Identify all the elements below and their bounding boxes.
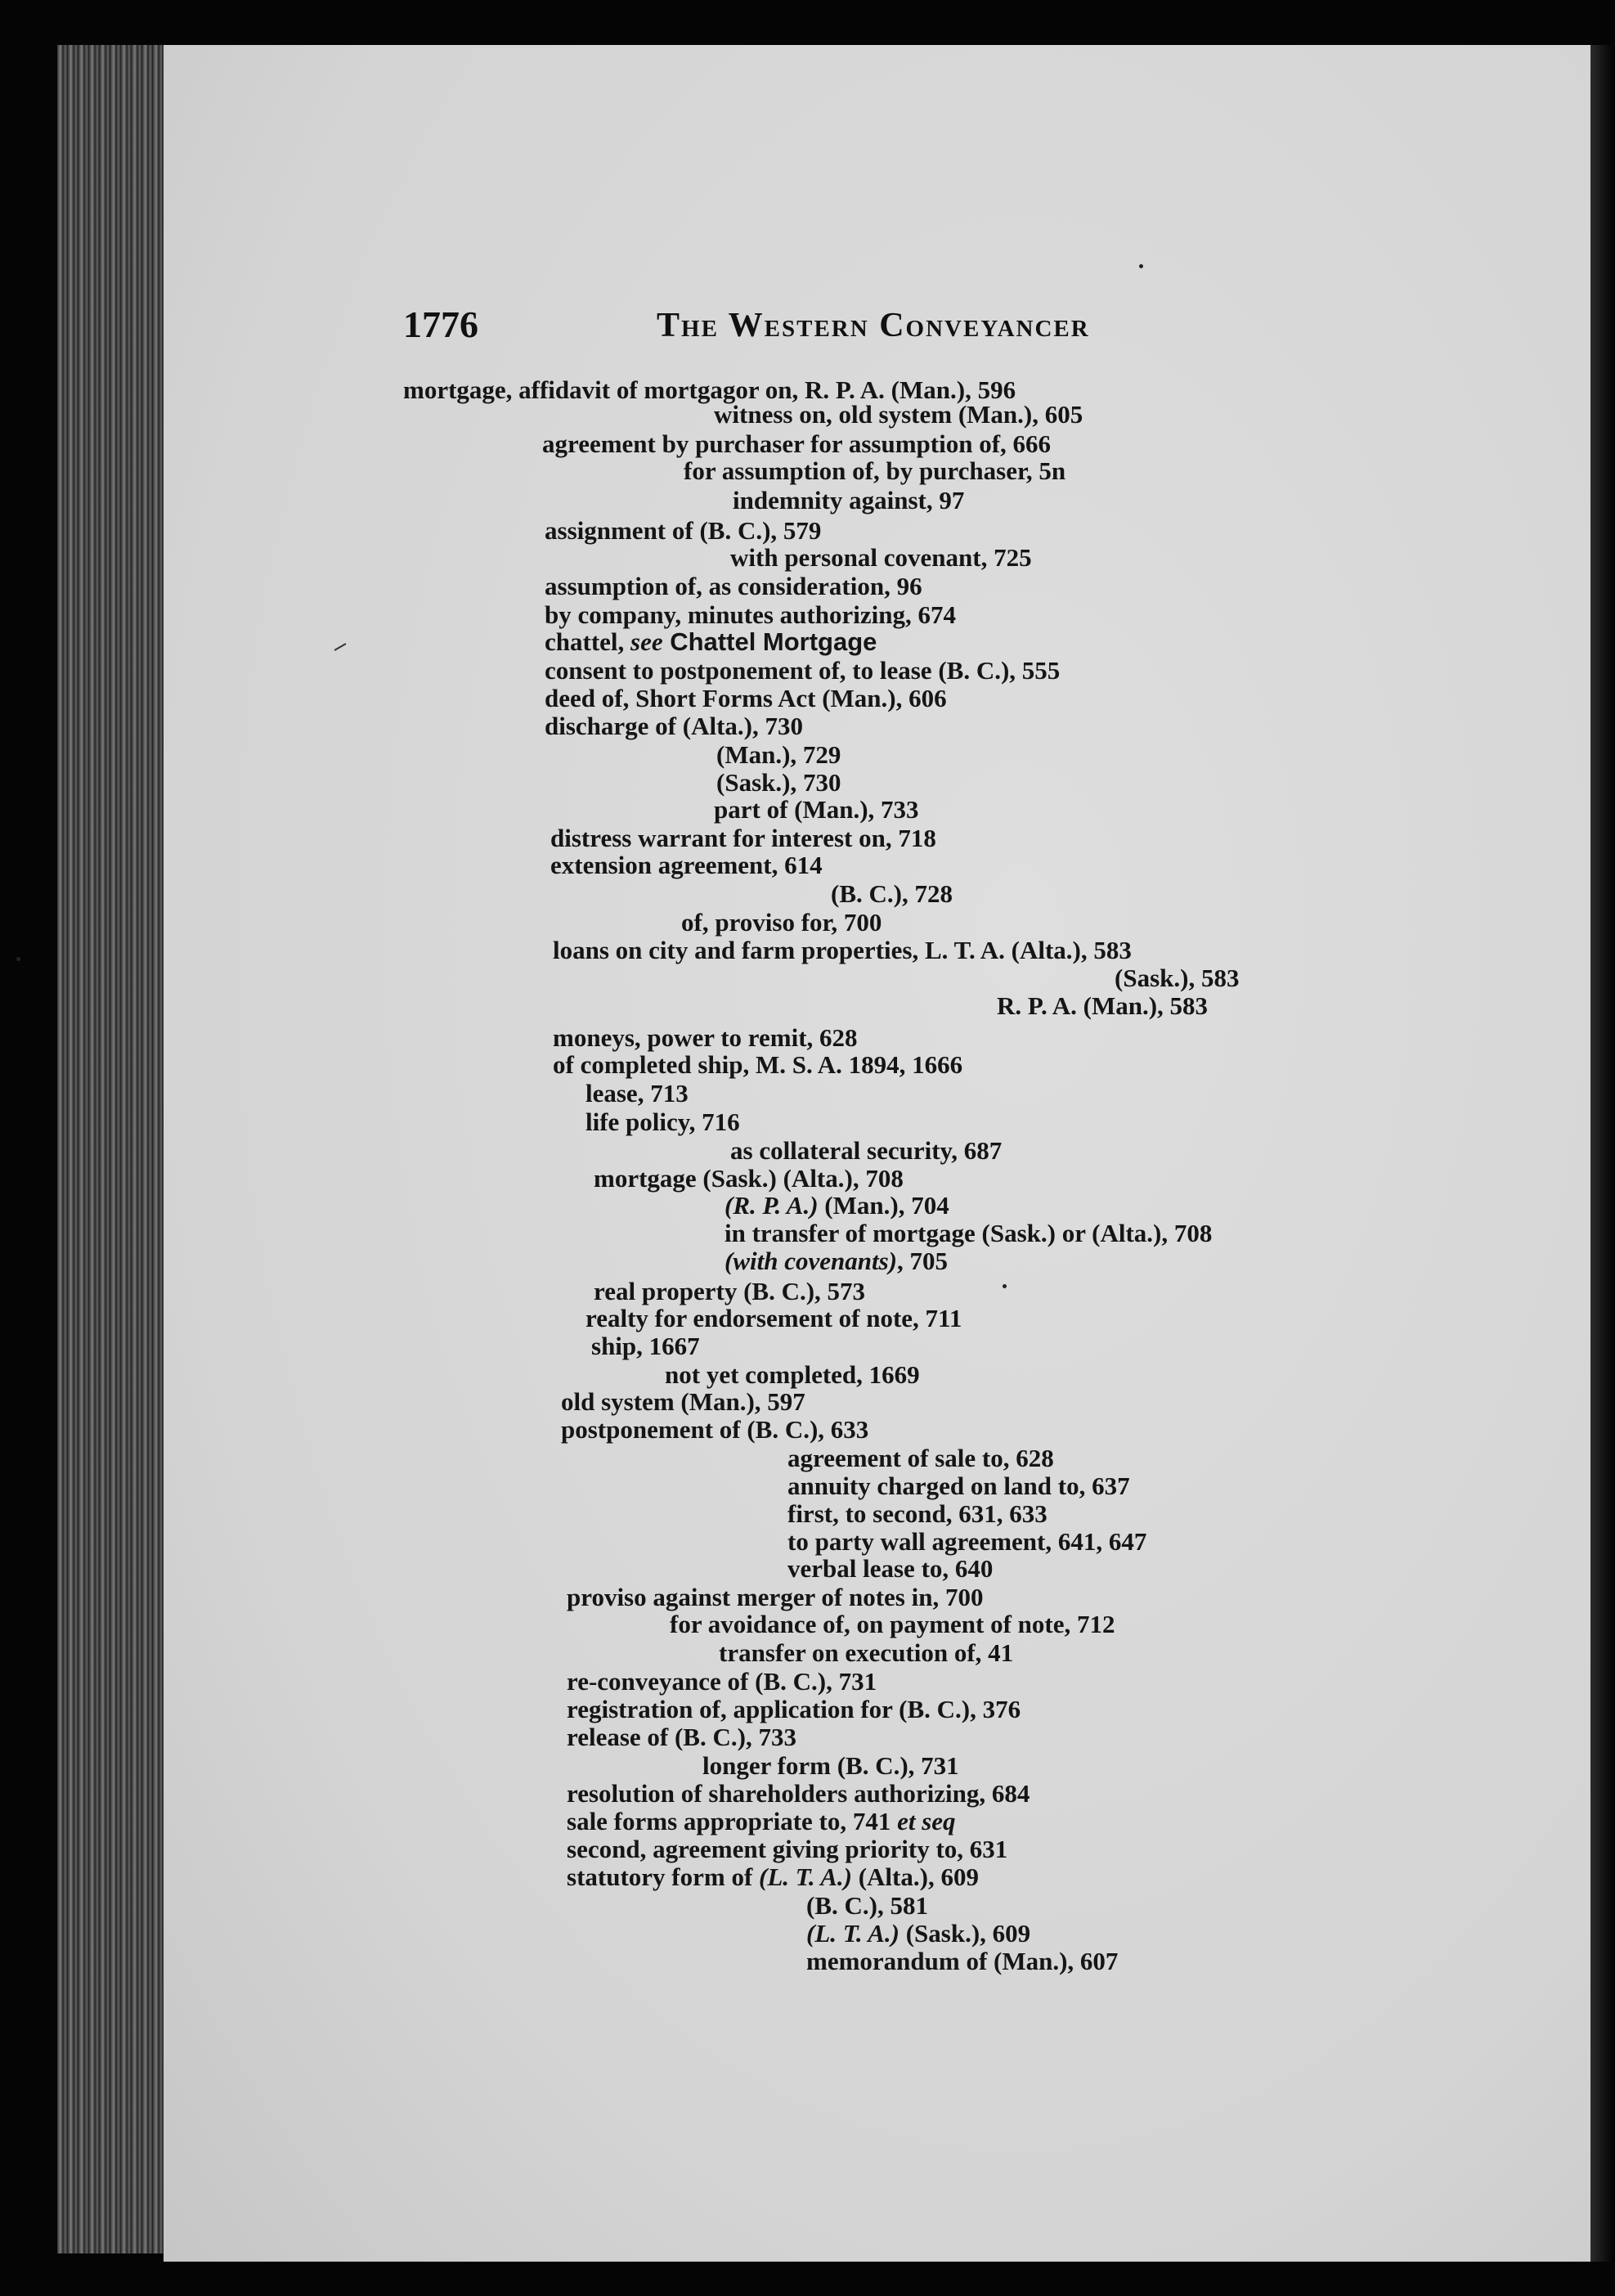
index-entry: moneys, power to remit, 628 <box>553 1023 858 1052</box>
index-entry: (with covenants), 705 <box>725 1247 948 1275</box>
index-entry: indemnity against, 97 <box>733 486 965 514</box>
index-entry: deed of, Short Forms Act (Man.), 606 <box>545 684 947 712</box>
index-entry: agreement of sale to, 628 <box>787 1444 1054 1472</box>
index-entry: extension agreement, 614 <box>550 851 823 879</box>
index-entry: consent to postponement of, to lease (B. C.), 555 <box>545 656 1061 685</box>
index-entry: annuity charged on land to, 637 <box>787 1472 1130 1500</box>
index-entry: agreement by purchaser for assumption of, 666 <box>542 429 1052 458</box>
index-entry: by company, minutes authorizing, 674 <box>545 600 956 629</box>
index-entry: postponement of (B. C.), 633 <box>561 1415 869 1444</box>
page-number: 1776 <box>403 303 478 345</box>
index-entry: lease, 713 <box>585 1079 689 1108</box>
index-entry: to party wall agreement, 641, 647 <box>787 1527 1147 1556</box>
index-entry: memorandum of (Man.), 607 <box>806 1947 1119 1975</box>
index-entry: realty for endorsement of note, 711 <box>585 1304 962 1332</box>
index-entry: registration of, application for (B. C.), 376 <box>567 1695 1021 1723</box>
index-entry: (L. T. A.) (Sask.), 609 <box>806 1919 1031 1948</box>
index-entry: assumption of, as consideration, 96 <box>545 572 922 600</box>
index-entry: (B. C.), 581 <box>806 1891 928 1920</box>
scan-speck <box>1139 264 1143 268</box>
index-entry: resolution of shareholders authorizing, 684 <box>567 1779 1030 1808</box>
index-entry: R. P. A. (Man.), 583 <box>997 991 1209 1020</box>
index-entry: longer form (B. C.), 731 <box>702 1751 959 1780</box>
index-entry: old system (Man.), 597 <box>561 1387 805 1416</box>
index-entry: distress warrant for interest on, 718 <box>550 824 936 852</box>
index-entry: (Sask.), 730 <box>716 768 841 797</box>
scan-speck <box>16 957 20 961</box>
index-entry: discharge of (Alta.), 730 <box>545 712 803 740</box>
index-entry: witness on, old system (Man.), 605 <box>714 400 1083 429</box>
index-entry: not yet completed, 1669 <box>665 1360 920 1389</box>
index-entry: in transfer of mortgage (Sask.) or (Alta.), 708 <box>725 1219 1213 1247</box>
index-entry: real property (B. C.), 573 <box>594 1277 866 1305</box>
index-entry: transfer on execution of, 41 <box>719 1638 1014 1667</box>
index-entry: ship, 1667 <box>591 1332 700 1360</box>
index-entry: sale forms appropriate to, 741 et seq <box>567 1807 956 1835</box>
index-entry-cross-reference: chattel, see Chattel Mortgage <box>545 627 877 656</box>
index-entry: second, agreement giving priority to, 631 <box>567 1835 1008 1863</box>
index-entry: (Man.), 729 <box>716 740 841 769</box>
index-entry: assignment of (B. C.), 579 <box>545 516 822 545</box>
index-entry: proviso against merger of notes in, 700 <box>567 1583 984 1611</box>
index-entry: first, to second, 631, 633 <box>787 1499 1048 1528</box>
index-entry: (B. C.), 728 <box>831 879 953 908</box>
index-entry: of completed ship, M. S. A. 1894, 1666 <box>553 1050 963 1079</box>
index-entry: (R. P. A.) (Man.), 704 <box>725 1191 949 1220</box>
index-entry: life policy, 716 <box>585 1108 740 1136</box>
index-entry: as collateral security, 687 <box>730 1136 1003 1165</box>
index-entry: mortgage, affidavit of mortgagor on, R. P. A. (Man.), 596 <box>403 375 1016 404</box>
index-entry: for assumption of, by purchaser, 5n <box>684 456 1066 485</box>
index-entry: of, proviso for, 700 <box>681 908 882 937</box>
index-entry: for avoidance of, on payment of note, 712 <box>670 1610 1115 1638</box>
index-entry: loans on city and farm properties, L. T. A. (Alta.), 583 <box>553 936 1132 964</box>
index-entry: release of (B. C.), 733 <box>567 1723 796 1751</box>
index-entry: with personal covenant, 725 <box>730 543 1032 572</box>
index-entry: statutory form of (L. T. A.) (Alta.), 609 <box>567 1862 979 1891</box>
running-title: The Western Conveyancer <box>657 307 1090 344</box>
scan-speck <box>1003 1284 1007 1288</box>
index-entry: mortgage (Sask.) (Alta.), 708 <box>594 1164 904 1193</box>
index-entry: part of (Man.), 733 <box>714 795 919 824</box>
index-entry: verbal lease to, 640 <box>787 1554 994 1583</box>
index-entry: (Sask.), 583 <box>1115 964 1240 992</box>
index-entry: re-conveyance of (B. C.), 731 <box>567 1667 877 1696</box>
